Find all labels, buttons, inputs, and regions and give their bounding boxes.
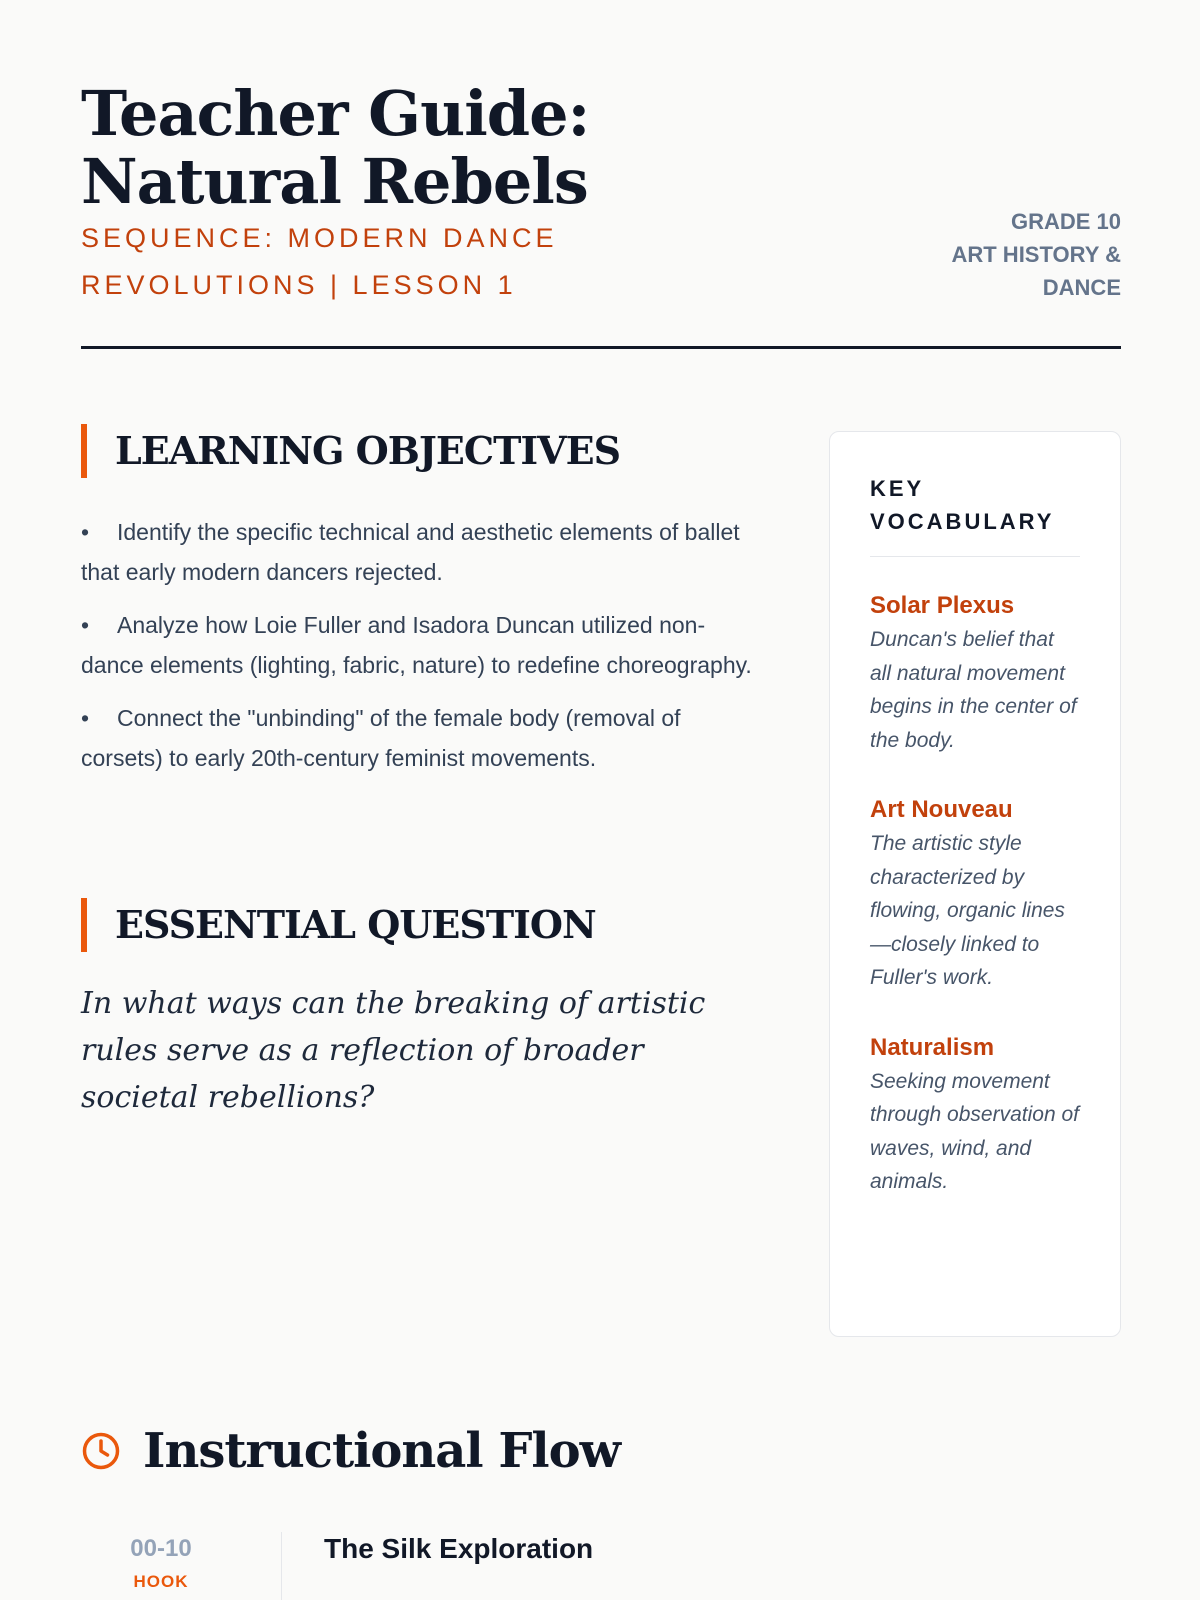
vocab-term bbox=[870, 793, 1080, 995]
bullet-icon: • bbox=[81, 519, 90, 545]
clock-icon bbox=[81, 1431, 121, 1471]
key-vocabulary-card bbox=[829, 431, 1121, 1337]
list-item bbox=[81, 512, 761, 592]
vocab-term bbox=[870, 589, 1080, 757]
term-definition: The artistic style characterized by flowing, organic lines—closely linked to Fuller's work. bbox=[870, 832, 1065, 989]
term-name: Solar Plexus bbox=[870, 592, 1015, 619]
essential-question-text: In what ways can the breaking of artistic rules serve as a reflection of broader societal rebellions? bbox=[81, 986, 706, 1115]
bullet-icon: • bbox=[81, 612, 90, 638]
step-time: 00-10 bbox=[130, 1535, 192, 1562]
instructional-flow-title: Instructional Flow bbox=[143, 1423, 620, 1479]
term-definition: Seeking movement through observation of waves, wind, and animals. bbox=[870, 1069, 1079, 1193]
vocabulary-title: KEY VOCABULARY bbox=[870, 472, 1080, 557]
objective-text: Connect the "unbinding" of the female body (removal of corsets) to early 20th-century feminist movements. bbox=[81, 705, 681, 771]
page-header bbox=[81, 77, 1121, 350]
grade-info bbox=[901, 205, 1121, 304]
learning-objectives-list bbox=[81, 512, 761, 791]
step-title: The Silk Exploration bbox=[324, 1533, 594, 1564]
bullet-icon: • bbox=[81, 705, 90, 731]
header-divider bbox=[81, 346, 1121, 349]
page-title: Teacher Guide: Natural Rebels bbox=[81, 77, 590, 218]
vocab-term bbox=[870, 1031, 1080, 1199]
subject-line-2: DANCE bbox=[1042, 275, 1121, 300]
list-item bbox=[81, 698, 761, 778]
list-item bbox=[81, 605, 761, 685]
grade-level: GRADE 10 bbox=[1010, 209, 1121, 234]
term-name: Art Nouveau bbox=[870, 796, 1013, 823]
term-name: Naturalism bbox=[870, 1033, 995, 1061]
objective-text: Identify the specific technical and aesthetic elements of ballet that early modern dancers rejected. bbox=[81, 519, 740, 585]
teacher-guide-page bbox=[81, 0, 1121, 1600]
term-definition: Duncan's belief that all natural movement begins in the center of the body. bbox=[870, 628, 1077, 752]
subject-line: ART HISTORY & bbox=[951, 242, 1121, 267]
learning-objectives-heading: LEARNING OBJECTIVES bbox=[81, 424, 781, 478]
timeline-divider bbox=[281, 1532, 282, 1600]
flow-step-row bbox=[81, 1532, 1121, 1600]
sequence-subtitle: SEQUENCE: MODERN DANCE REVOLUTIONS | LESSON 1 bbox=[81, 223, 558, 300]
essential-question-heading: ESSENTIAL QUESTION bbox=[81, 898, 781, 952]
step-label: HOOK bbox=[133, 1572, 189, 1591]
objective-text: Analyze how Loie Fuller and Isadora Duncan utilized non-dance elements (lighting, fabric, nature) to redefine choreography. bbox=[81, 612, 752, 678]
instructional-flow-header bbox=[81, 1418, 781, 1484]
